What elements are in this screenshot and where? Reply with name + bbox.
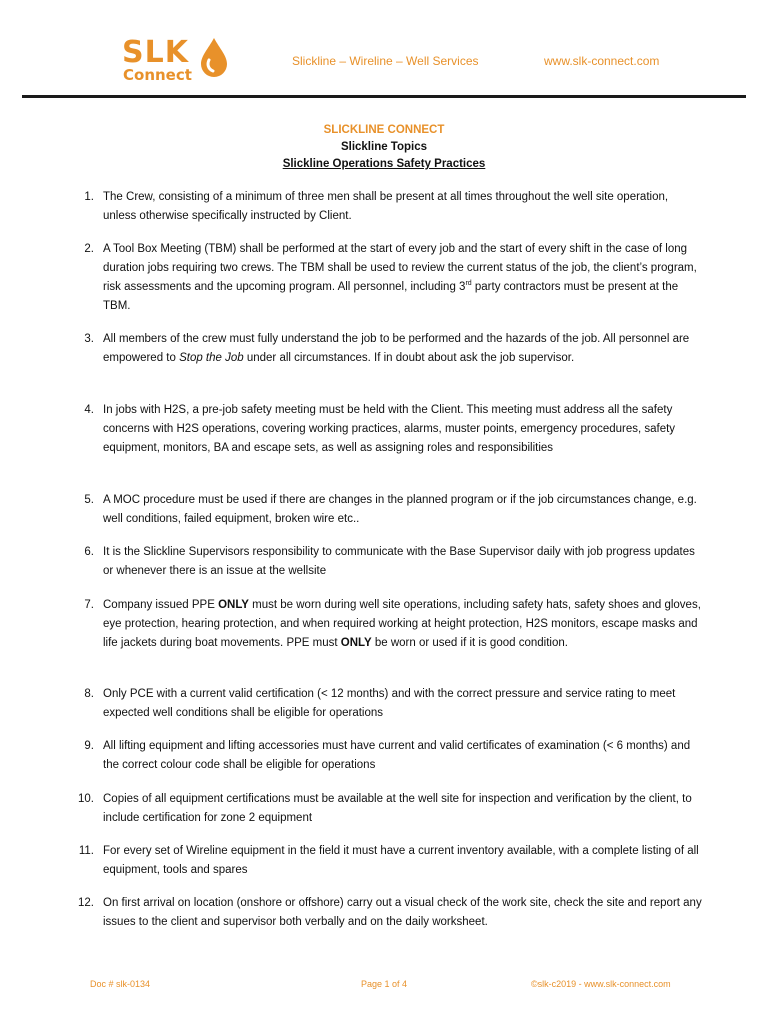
footer-page-number: Page 1 of 4 [361, 979, 408, 989]
topics-title: Slickline Topics [340, 141, 428, 153]
item-number: 9. [84, 740, 94, 752]
item-text-part: under all circumstances. If in doubt about ask the job supervisor. [243, 352, 575, 364]
item-number: 10. [78, 793, 94, 805]
header-tagline: Slickline – Wireline – Well Services [292, 54, 479, 68]
header-website-link[interactable]: www.slk-connect.com [544, 54, 660, 68]
item-number: 5. [84, 494, 94, 506]
item-text [103, 596, 703, 653]
item-text [103, 240, 703, 316]
logo-slk-text: SLK [122, 35, 189, 70]
item-text: The Crew, consisting of a minimum of three men shall be present at all times throughout the well site operation, unless otherwise specifically instructed by Client. [103, 191, 669, 222]
item-text: In jobs with H2S, a pre-job safety meeting must be held with the Client. This meeting must address all the safety concerns with H2S operations, covering working practices, alarms, muster points, emergency procedures, safety equipment, monitors, BA and escape sets, as well as assigning roles and responsibilities [103, 404, 676, 454]
item-number: 12. [78, 897, 94, 909]
item-number: 4. [84, 404, 94, 416]
company-logo [122, 36, 230, 84]
document-titles [0, 122, 768, 173]
item-text: Only PCE with a current valid certification (< 12 months) and with the correct pressure and service rating to meet expected well conditions shall be eligible for operations [103, 688, 676, 719]
item-number: 3. [84, 333, 94, 345]
item-text-part: be worn or used if it is good condition. [371, 637, 568, 649]
item-text-part: party contractors must be present at the TBM. [103, 281, 679, 312]
header-divider [22, 95, 746, 98]
item-text [103, 330, 703, 368]
stop-the-job-emphasis: Stop the Job [179, 352, 244, 364]
item-text-part: All members of the crew must fully understand the job to be performed and the hazards of the job. All personnel are empowered to [103, 333, 690, 364]
item-superscript: rd [465, 280, 472, 288]
item-text: A MOC procedure must be used if there are changes in the planned program or if the job circumstances change, e.g. well conditions, failed equipment, broken wire etc.. [103, 494, 697, 525]
item-number: 8. [84, 688, 94, 700]
only-emphasis: ONLY [340, 637, 372, 649]
footer-document-number: Doc # slk-0134 [90, 979, 151, 989]
item-number: 11. [78, 845, 94, 857]
oil-drop-icon [198, 36, 230, 78]
document-heading: Slickline Operations Safety Practices [282, 158, 486, 170]
item-text-part: A Tool Box Meeting (TBM) shall be performed at the start of every job and the start of every shift in the case of long duration jobs requiring two crews. The TBM shall be used to review the current status of the job, the client’s program, risk assessments and the upcoming program. All personnel, including 3 [103, 243, 697, 293]
item-number: 1. [84, 191, 94, 203]
item-text-part: Company issued PPE [103, 599, 219, 611]
item-text: It is the Slickline Supervisors responsibility to communicate with the Base Supervisor daily with job progress updates or whenever there is an issue at the wellsite [103, 546, 695, 577]
item-number: 7. [84, 599, 94, 611]
item-text-part: must be worn during well site operations, including safety hats, safety shoes and gloves, eye protection, hearing protection, and when required working at height protection, H2S monitors, escape masks and life jackets during boat movements. PPE must [103, 599, 701, 649]
item-number: 2. [84, 243, 94, 255]
only-emphasis: ONLY [218, 599, 249, 611]
footer-copyright: ©slk-c2019 - www.slk-connect.com [531, 979, 671, 989]
item-text: Copies of all equipment certifications must be available at the well site for inspection and verification by the client, to include certification for zone 2 equipment [103, 793, 692, 824]
company-title: SLICKLINE CONNECT [323, 124, 445, 136]
item-text: All lifting equipment and lifting accessories must have current and valid certificates of examination (< 6 months) and the correct colour code shall be eligible for operations [103, 740, 691, 771]
item-text: For every set of Wireline equipment in the field it must have a current inventory available, with a complete listing of all equipment, tools and spares [103, 845, 699, 876]
item-number: 6. [84, 546, 94, 558]
logo-connect-text: Connect [123, 66, 192, 84]
item-text: On first arrival on location (onshore or offshore) carry out a visual check of the work site, check the site and report any issues to the client and supervisor both verbally and on the daily worksheet. [103, 897, 702, 928]
